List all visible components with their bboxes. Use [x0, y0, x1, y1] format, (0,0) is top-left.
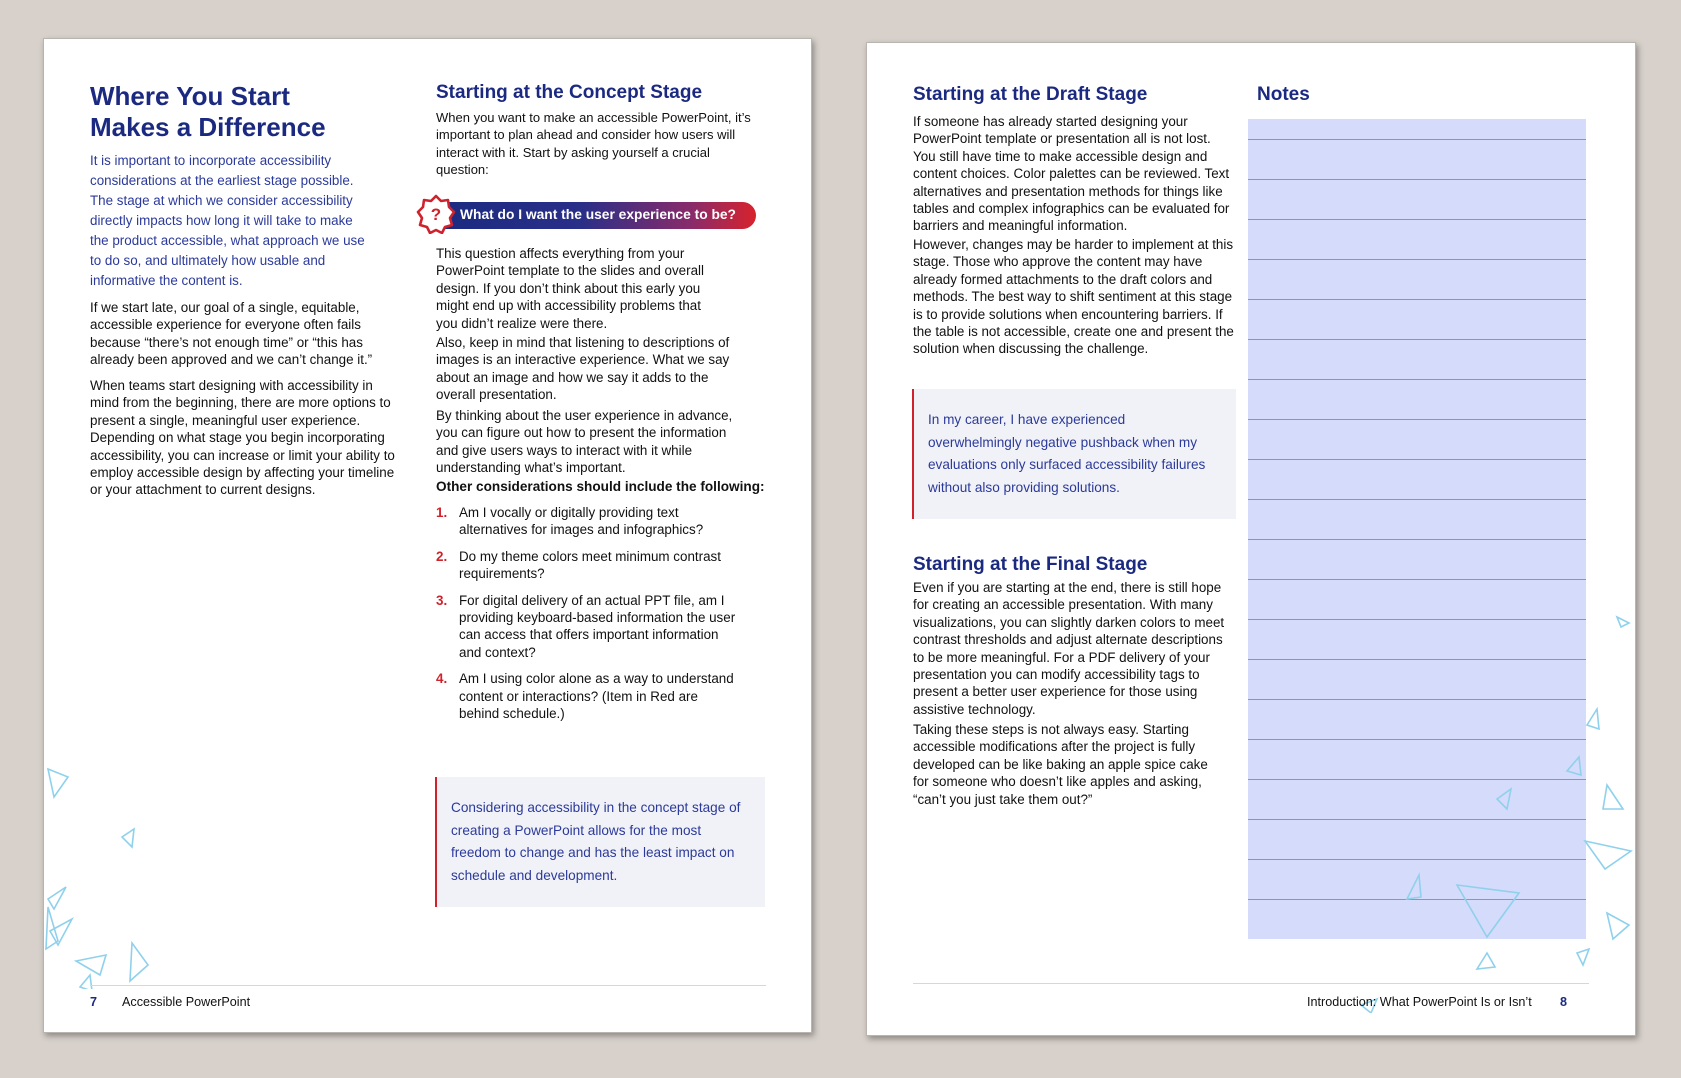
- concept-paragraph-1: This question affects everything from your PowerPoint template to the slides and overall design. If you don’t think about this early you might end up with accessibility problems that you didn’t realize were there.: [436, 246, 704, 331]
- notes-line: [1248, 859, 1586, 860]
- concept-stage-heading: Starting at the Concept Stage: [436, 82, 703, 103]
- final-paragraph-2: Taking these steps is not always easy. Starting accessible modifications after the project is fully developed can be like baking an apple spice cake for someone who doesn’t like apples and asking, “can’t you just take them out?”: [913, 722, 1208, 807]
- footer-title: Accessible PowerPoint: [122, 995, 251, 1009]
- notes-line: [1248, 739, 1586, 740]
- list-item: [436, 670, 736, 722]
- notes-line: [1248, 419, 1586, 420]
- right-page: [866, 42, 1636, 1036]
- list-item: [436, 548, 736, 583]
- left-page: [43, 38, 812, 1033]
- list-item-number: 3.: [436, 592, 448, 608]
- question-badge-icon: [416, 194, 456, 234]
- considerations-heading: Other considerations should include the following:: [436, 479, 765, 494]
- list-item-text: Am I vocally or digitally providing text alternatives for images and infographics?: [459, 505, 704, 538]
- notes-line: [1248, 179, 1586, 180]
- question-text: What do I want the user experience to be?: [460, 207, 736, 222]
- page-number: 7: [90, 995, 98, 1009]
- list-item-number: 1.: [436, 505, 448, 520]
- notes-line: [1248, 899, 1586, 900]
- page-title: [90, 81, 420, 143]
- list-item-number: 2.: [436, 548, 448, 564]
- concept-intro-paragraph: When you want to make an accessible PowerPoint, it’s important to plan ahead and consider how users will interact with it. Start by asking yourself a crucial question:: [436, 110, 751, 178]
- notes-line: [1248, 659, 1586, 660]
- notes-line: [1248, 379, 1586, 380]
- list-item-text: Do my theme colors meet minimum contrast requirements?: [459, 548, 721, 582]
- concept-callout-text: Considering accessibility in the concept stage of creating a PowerPoint allows for the most freedom to change and has the least impact on schedule and development.: [451, 800, 741, 883]
- considerations-list: [436, 504, 736, 731]
- footer-divider: [90, 985, 766, 986]
- concept-paragraph-3: By thinking about the user experience in advance, you can figure out how to present the information and give users ways to interact with it while understanding what’s important.: [436, 408, 733, 476]
- concept-paragraph-2: Also, keep in mind that listening to descriptions of images is an interactive experience. What we say about an image and how we say it adds to the overall presentation.: [436, 335, 730, 403]
- notes-line: [1248, 819, 1586, 820]
- svg-text:?: ?: [430, 205, 442, 224]
- footer-title: Introduction: What PowerPoint Is or Isn’t: [1307, 995, 1532, 1009]
- notes-line: [1248, 499, 1586, 500]
- list-item-text: For digital delivery of an actual PPT file, am I providing keyboard-based information the user can access that offers important information and context?: [459, 592, 736, 660]
- draft-stage-heading: Starting at the Draft Stage: [913, 84, 1148, 105]
- footer-divider: [913, 983, 1589, 984]
- list-item-number: 4.: [436, 671, 448, 687]
- draft-paragraph-2: However, changes may be harder to implement at this stage. Those who approve the content may have already formed attachments to the draft colors and methods. The best way to shift sentiment at this stage is to provide solutions when encountering barriers. If the table is not accessible, create one and present the solution when discussing the challenge.: [913, 237, 1234, 357]
- draft-paragraph-1: If someone has already started designing your PowerPoint template or presentation all is not lost. You still have time to make accessible design and content choices. Color palettes can be reviewed. Text alternatives and presentation methods for things like tables and complex infographics can be evaluated for barriers and meaningful information.: [913, 114, 1230, 234]
- concept-callout: [435, 777, 765, 907]
- notes-line: [1248, 619, 1586, 620]
- page-number: 8: [1560, 995, 1568, 1009]
- list-item-text: Am I using color alone as a way to understand content or interactions? (Item in Red are behind schedule.): [459, 671, 734, 722]
- notes-line: [1248, 139, 1586, 140]
- career-callout: [912, 389, 1236, 519]
- notes-line: [1248, 219, 1586, 220]
- notes-heading: Notes: [1257, 84, 1310, 105]
- list-item: [436, 504, 736, 539]
- notes-line: [1248, 779, 1586, 780]
- notes-area[interactable]: [1248, 119, 1586, 939]
- early-start-paragraph: When teams start designing with accessibility in mind from the beginning, there are more options to present a single, meaningful user experience. Depending on what stage you begin incorporating accessibility, you can increase or limit your ability to employ accessible design by affecting your timeline or your attachment to current designs.: [90, 378, 395, 498]
- notes-line: [1248, 579, 1586, 580]
- final-stage-heading: Starting at the Final Stage: [913, 554, 1148, 575]
- notes-line: [1248, 339, 1586, 340]
- career-callout-text: In my career, I have experienced overwhelmingly negative pushback when my evaluations only surfaced accessibility failures without also providing solutions.: [928, 412, 1206, 495]
- notes-line: [1248, 459, 1586, 460]
- question-bar: [438, 202, 756, 229]
- notes-line: [1248, 259, 1586, 260]
- triangle-confetti-decoration: [44, 759, 174, 989]
- final-paragraph-1: Even if you are starting at the end, there is still hope for creating an accessible presentation. With many visualizations, you can slightly darken colors to meet contrast thresholds and adjust alternate descriptions to be more meaningful. For a PDF delivery of your presentation you can modify accessibility tags to present a better user experience for those using assistive technology.: [913, 580, 1225, 717]
- list-item: [436, 592, 736, 662]
- notes-line: [1248, 539, 1586, 540]
- intro-paragraph: It is important to incorporate accessibility considerations at the earliest stage possible. The stage at which we consider accessibility directly impacts how long it will take to make the product accessible, what approach we use to do so, and ultimately how usable and informative the content is.: [90, 153, 365, 288]
- page-title-line-2: Makes a Difference: [90, 112, 326, 142]
- late-start-paragraph: If we start late, our goal of a single, equitable, accessible experience for everyone often fails because “there’s not enough time” or “this has already been approved and we can’t change it.”: [90, 300, 373, 368]
- question-banner: [416, 194, 756, 234]
- notes-line: [1248, 699, 1586, 700]
- notes-line: [1248, 299, 1586, 300]
- page-title-line-1: Where You Start: [90, 81, 290, 111]
